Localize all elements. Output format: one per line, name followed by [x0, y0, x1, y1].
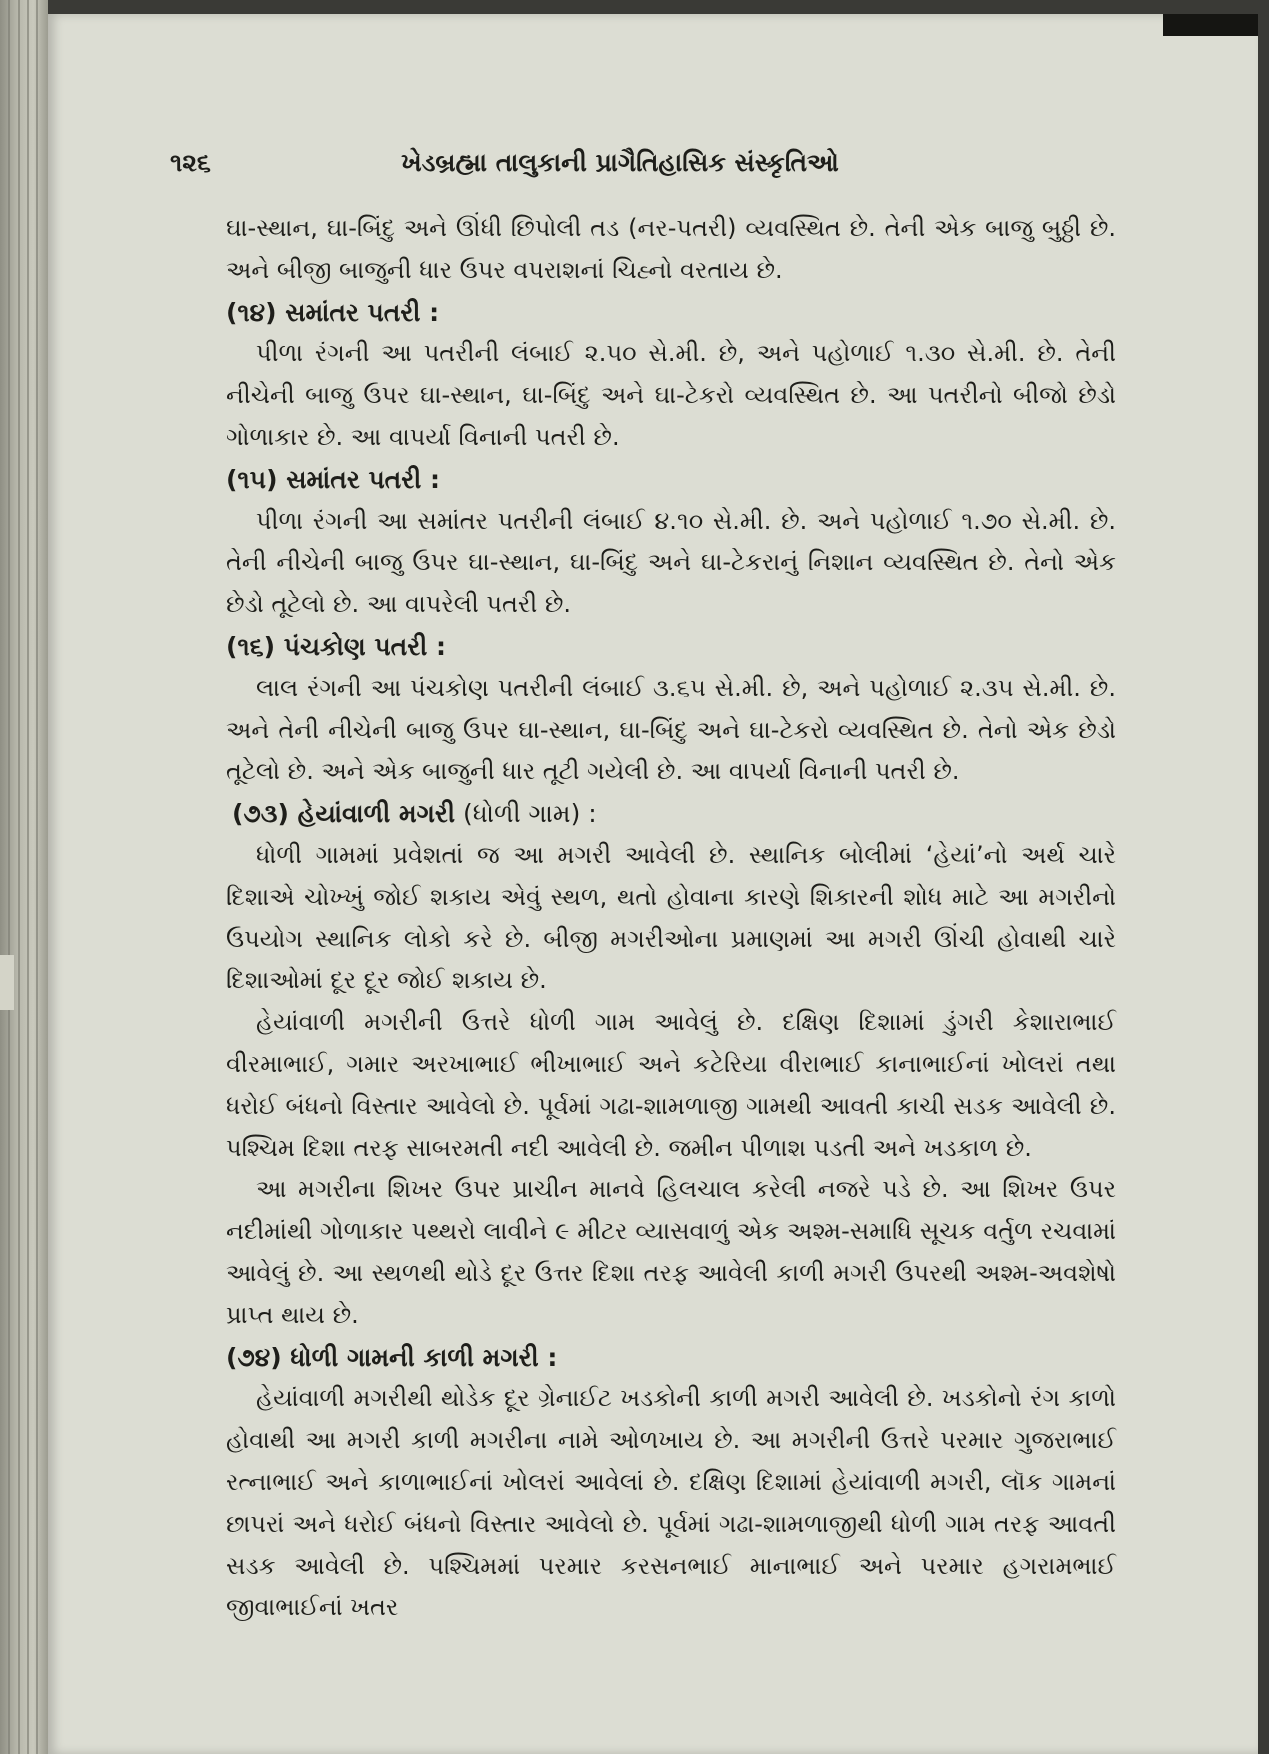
page-body — [226, 208, 1116, 1629]
section-heading-73 — [226, 793, 1116, 835]
paragraph-continuation: ઘા-સ્થાન, ઘા-બિંદુ અને ઊંધી છિપોલી તડ (નર-પતરી) વ્યવસ્થિત છે. તેની એક બાજુ બુઠ્ઠી છે. અને બીજી બાજુની ધાર ઉપર વપરાશનાં ચિહ્નો વરતાય છે. — [226, 214, 1116, 284]
page-edge-line — [36, 0, 38, 1754]
paragraph-73-a: ધોળી ગામમાં પ્રવેશતાં જ આ મગરી આવેલી છે. સ્થાનિક બોલીમાં ‘હેયાં’નો અર્થ ચારે દિશાએ ચોખ્ખું જોઈ શકાય એવું સ્થળ, થતો હોવાના કારણે શિકારની શોધ માટે આ મગરીનો ઉપયોગ સ્થાનિક લોકો કરે છે. બીજી મગરીઓના પ્રમાણમાં આ મગરી ઊંચી હોવાથી ચારે દિશાઓમાં દૂર દૂર જોઈ શકાય છે. — [226, 840, 1116, 995]
section-heading-73-title: (૭૩) હેયાંવાળી મગરી — [232, 799, 455, 829]
section-heading-74: (૭૪) ધોળી ગામની કાળી મગરી : — [226, 1342, 558, 1372]
paragraph-15: પીળા રંગની આ સમાંતર પતરીની લંબાઈ ૪.૧૦ સે.મી. છે. અને પહોળાઈ ૧.૭૦ સે.મી. છે. તેની નીચેની બાજુ ઉપર ઘા-સ્થાન, ઘા-બિંદુ અને ઘા-ટેકરાનું નિશાન વ્યવસ્થિત છે. તેનો એક છેડો તૂટેલો છે. આ વાપરેલી પતરી છે. — [226, 506, 1116, 619]
paragraph-14: પીળા રંગની આ પતરીની લંબાઈ ૨.૫૦ સે.મી. છે, અને પહોળાઈ ૧.૩૦ સે.મી. છે. તેની નીચેની બાજુ ઉપર ઘા-સ્થાન, ઘા-બિંદુ અને ઘા-ટેકરો વ્યવસ્થિત છે. આ પતરીનો બીજો છેડો ગોળાકાર છે. આ વાપર્યા વિનાની પતરી છે. — [226, 339, 1116, 451]
section-heading-73-location: (ધોળી ગામ) : — [455, 799, 597, 829]
page-edge-line — [27, 0, 29, 1754]
margin-mark — [0, 955, 14, 1010]
running-title: ખેડબ્રહ્મા તાલુકાની પ્રાગૈતિહાસિક સંસ્કૃતિઓ — [401, 148, 839, 177]
page-corner-shadow — [1163, 14, 1258, 36]
page-header — [170, 148, 1070, 184]
page-edge-line — [18, 0, 20, 1754]
section-heading-16: (૧૬) પંચકોણ પતરી : — [226, 631, 447, 661]
section-heading-15: (૧૫) સમાંતર પતરી : — [226, 464, 441, 494]
paragraph-73-c: આ મગરીના શિખર ઉપર પ્રાચીન માનવે હિલચાલ કરેલી નજરે પડે છે. આ શિખર ઉપર નદીમાંથી ગોળાકાર પથ્થરો લાવીને ૯ મીટર વ્યાસવાળું એક અશ્મ-સમાધિ સૂચક વર્તુળ રચવામાં આવેલું છે. આ સ્થળથી થોડે દૂર ઉત્તર દિશા તરફ આવેલી કાળી મગરી ઉપરથી અશ્મ-અવશેષો પ્રાપ્ત થાય છે. — [226, 1175, 1116, 1329]
book-page-edges — [0, 0, 48, 1754]
paragraph-16: લાલ રંગની આ પંચકોણ પતરીની લંબાઈ ૩.૬૫ સે.મી. છે, અને પહોળાઈ ૨.૩૫ સે.મી. છે. અને તેની નીચેની બાજુ ઉપર ઘા-સ્થાન, ઘા-બિંદુ અને ઘા-ટેકરો વ્યવસ્થિત છે. તેનો એક છેડો તૂટેલો છે. અને એક બાજુની ધાર તૂટી ગયેલી છે. આ વાપર્યા વિનાની પતરી છે. — [226, 673, 1116, 786]
paragraph-73-b: હેયાંવાળી મગરીની ઉત્તરે ધોળી ગામ આવેલું છે. દક્ષિણ દિશામાં ડુંગરી કેશારાભાઈ વીરમાભાઈ, ગમાર અરખાભાઈ ભીખાભાઈ અને કટેરિયા વીરાભાઈ કાનાભાઈનાં ખોલરાં તથા ધરોઈ બંધનો વિસ્તાર આવેલો છે. પૂર્વમાં ગઢા-શામળાજી ગામથી આવતી કાચી સડક આવેલી છે. પશ્ચિમ દિશા તરફ સાબરમતી નદી આવેલી છે. જમીન પીળાશ પડતી અને ખડકાળ છે. — [226, 1008, 1116, 1162]
paragraph-74: હેયાંવાળી મગરીથી થોડેક દૂર ગ્રેનાઈટ ખડકોની કાળી મગરી આવેલી છે. ખડકોનો રંગ કાળો હોવાથી આ મગરી કાળી મગરીના નામે ઓળખાય છે. આ મગરીની ઉત્તરે પરમાર ગુજરાભાઈ રત્નાભાઈ અને કાળાભાઈનાં ખોલરાં આવેલાં છે. દક્ષિણ દિશામાં હેયાંવાળી મગરી, લૉક ગામનાં છાપરાં અને ધરોઈ બંધનો વિસ્તાર આવેલો છે. પૂર્વમાં ગઢા-શામળાજીથી ધોળી ગામ તરફ આવતી સડક આવેલી છે. પશ્ચિમમાં પરમાર કરસનભાઈ માનાભાઈ અને પરમાર હગરામભાઈ જીવાભાઈનાં ખતર — [226, 1384, 1116, 1622]
section-heading-14: (૧૪) સમાંતર પતરી : — [226, 297, 440, 327]
page-number: ૧૨૬ — [170, 148, 211, 177]
page-edge-line — [8, 0, 10, 1754]
